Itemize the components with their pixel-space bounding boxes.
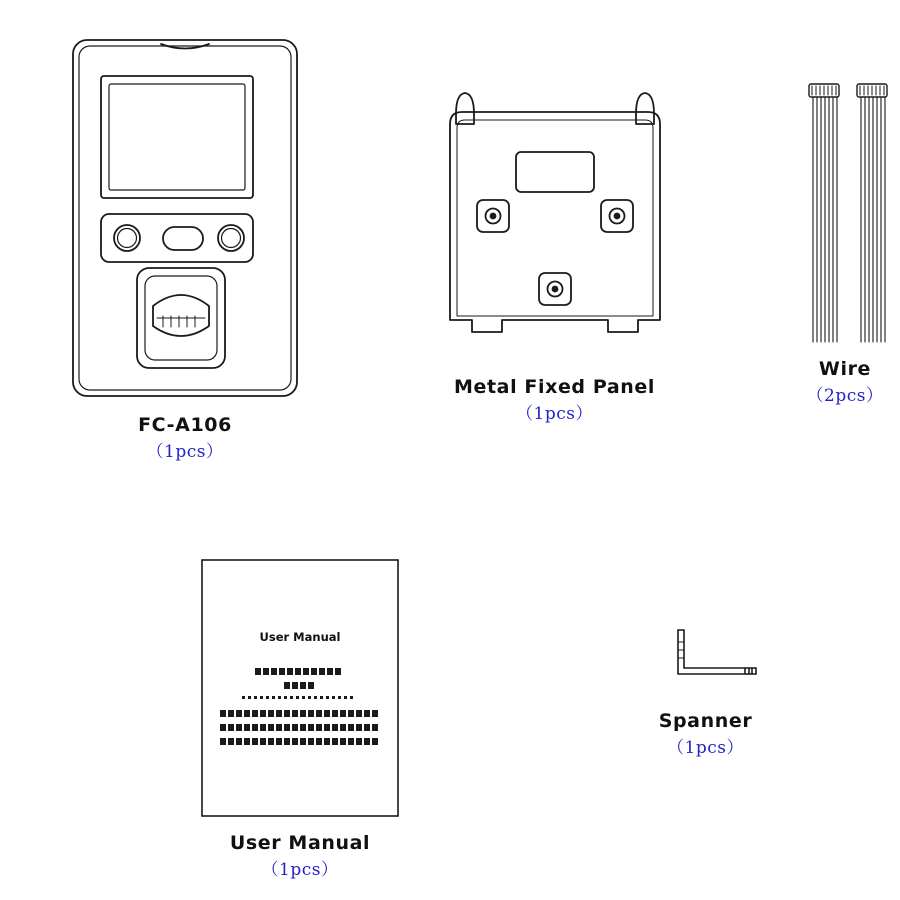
fc-a106-caption bbox=[138, 414, 232, 462]
metal-fixed-panel-label: Metal Fixed Panel bbox=[453, 376, 656, 398]
fc-a106-illustration bbox=[65, 28, 305, 408]
spanner-icon bbox=[641, 620, 771, 700]
wire-icon bbox=[785, 72, 900, 352]
user-manual-label: User Manual bbox=[229, 832, 371, 854]
wire-label: Wire bbox=[818, 358, 872, 380]
user-manual-qty: （1pcs） bbox=[261, 859, 339, 880]
metal-fixed-panel-illustration bbox=[430, 70, 680, 370]
metal-fixed-panel-qty: （1pcs） bbox=[516, 403, 593, 424]
wire-caption bbox=[807, 358, 884, 406]
metal-fixed-panel-icon bbox=[430, 70, 680, 370]
spanner-qty: （1pcs） bbox=[667, 737, 744, 758]
fc-a106-qty: （1pcs） bbox=[146, 441, 224, 462]
part-wire bbox=[760, 72, 900, 406]
spanner-caption bbox=[659, 710, 753, 758]
wire-illustration bbox=[785, 72, 900, 352]
user-manual-icon bbox=[200, 558, 400, 818]
user-manual-illustration bbox=[200, 558, 400, 818]
part-fc-a106 bbox=[55, 28, 315, 462]
part-user-manual bbox=[180, 558, 420, 880]
spanner-label: Spanner bbox=[658, 710, 753, 732]
wire-qty: （2pcs） bbox=[806, 385, 884, 406]
metal-fixed-panel-caption bbox=[454, 376, 655, 424]
part-spanner bbox=[628, 620, 783, 758]
user-manual-cover-title: User Manual bbox=[259, 630, 341, 644]
spanner-illustration bbox=[641, 620, 771, 700]
fingerprint-time-attendance-device-icon bbox=[65, 28, 305, 408]
part-metal-fixed-panel bbox=[412, 70, 697, 424]
user-manual-caption bbox=[230, 832, 370, 880]
fc-a106-label: FC-A106 bbox=[138, 414, 232, 436]
